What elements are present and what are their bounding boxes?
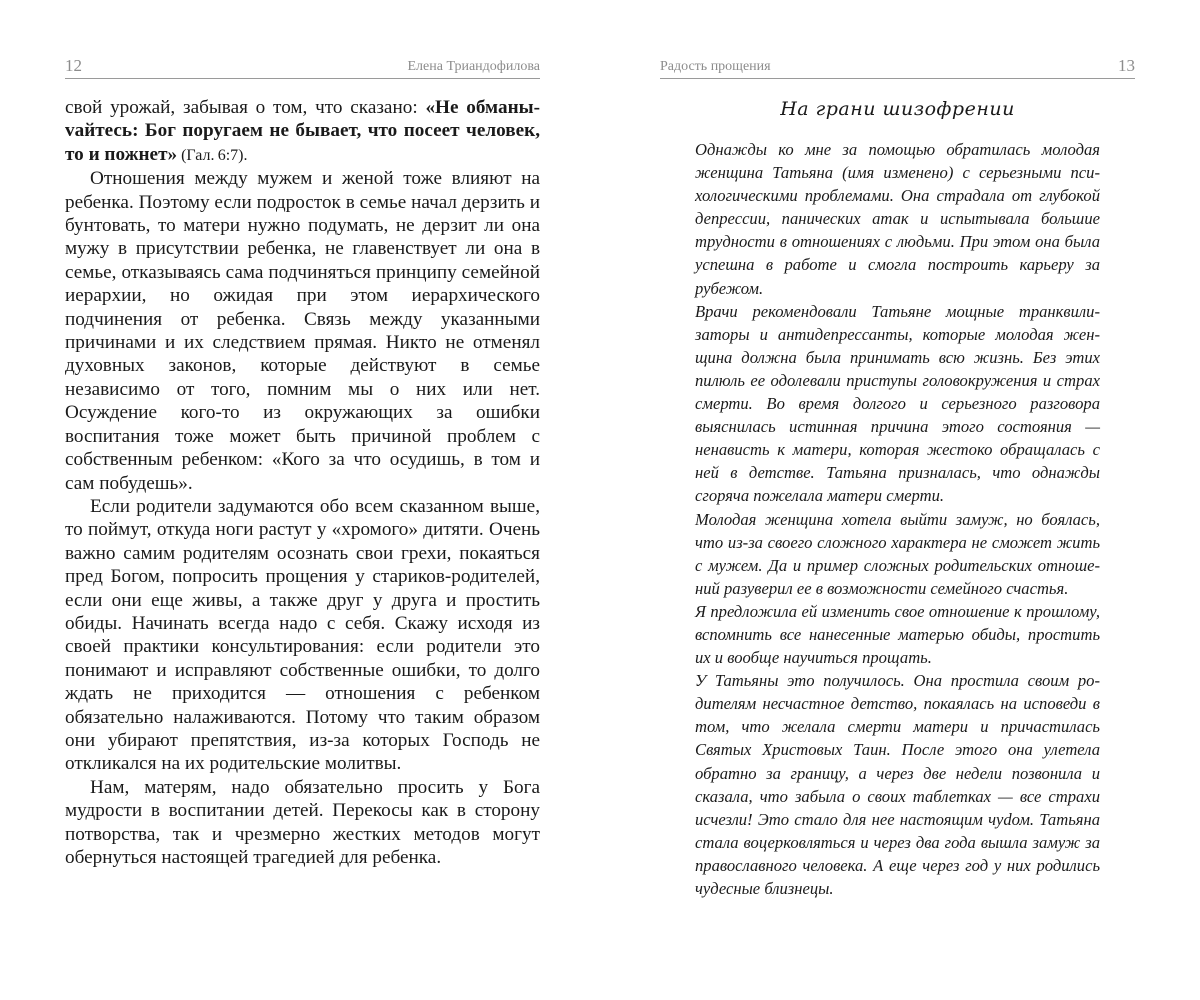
paragraph-2: Отношения между мужем и женой тоже влияют на ребенка. Поэтому если подросток в семье начал дерзить и бунтовать, то матери нужно подумать, не дерзит ли она мужу в присутствии ребенка, не главенствует ли она в семье, отказываясь сама подчиняться принципу семейной иерархии, но ожидая при этом иерархического подчинения от ребенка. Связь между указанными причинами и их следствием прямая. Никто не отменял духовных законов, которые действуют в семье независимо от того, помним мы о них или нет. Осуждение кого-то из окружающих за ошибки воспитания тоже может быть причиной проблем с собственным ребенком: «Кого за что осудишь, в том и сам побудешь».: [65, 168, 540, 494]
right-page: [660, 0, 1135, 1000]
paragraph-1: [65, 96, 540, 167]
page-number: 13: [1118, 56, 1135, 75]
story-paragraph: Однажды ко мне за помощью обратилась молодая женщина Татьяна (имя изменено) с серьезными психологическими проблемами. Она страдала от глубокой депрессии, панических атак и испытывала большие трудности в отношениях с людьми. При этом она была успешна в работе и смогла построить карьеру за рубежом.: [695, 140, 1100, 298]
story-paragraph: У Татьяны это получилось. Она простила своим родителям несчастное детство, покаялась на исповеди в том, что желала смерти матери и причастилась Святых Христовых Таин. После этого она улетела обратно за границу, а через две недели позвонила и сказала, что забыла о своих таблетках — все страхи исчезли! Это стало для нее настоящим чуdом. Татьяна стала воцерковляться и через два года вышла замуж за православного человека. А еще через год у них родились чудесные близнецы.: [695, 671, 1100, 898]
left-body-text: [65, 96, 540, 869]
paragraph-4: Нам, матерям, надо обязательно просить у Бога мудрости в воспитании детей. Перекосы как в сторону потворства, так и чрезмерно жестких методов могут обернуться настоящей трагедией для ребенка.: [65, 776, 540, 868]
running-head-left: [65, 56, 540, 79]
story-paragraph: Молодая женщина хотела выйти замуж, но боялась, что из-за своего сложного характера не сможет жить с мужем. Да и пример сложных родительских отношений разуверил ее в возможности семейного счастья.: [695, 509, 1100, 598]
paragraph-text: свой урожай, забывая о том, что сказано:: [65, 97, 426, 118]
scripture-reference: (Гал. 6:7).: [177, 146, 248, 164]
running-title-book: Радость прощения: [660, 59, 771, 74]
story-paragraph: Я предложила ей изменить свое отношение к прошлому, вспомнить все нанесенные матерью обиды, простить их и вообще научиться прощать.: [695, 601, 1100, 668]
page-number: 12: [65, 56, 82, 75]
running-head-right: [660, 56, 1135, 79]
story-paragraph: Врачи рекомендовали Татьяне мощные транквилизаторы и антидепрессанты, которые молодая женщина должна была принимать всю жизнь. Без этих пилюль ее одолевали приступы головокружения и страх смерти. Во время долгого и серьезного разговора выяснилась истинная причина этого состояния — ненависть к матери, которая жестоко обращалась с ней в детстве. Татьяна призналась, что однажды сгоряча пожелала матери смерти.: [695, 301, 1100, 506]
paragraph-3: Если родители задумаются обо всем сказанном выше, то поймут, откуда ноги растут у «хромого» дитяти. Очень важно самим родителям осознать свои грехи, покаяться пред Богом, попросить прощения у стариков-родителей, если они еще живы, а также друг у друга и простить обиды. Начинать всегда надо с себя. Скажу исходя из своей практики консультирования: если родители это понимают и исправляют собственные ошибки, то долго ждать не приходится — отношения с ребенком обязательно налаживаются. Потому что таким образом они убирают препятствия, из-за которых Господь не откликался на их родительские молитвы.: [65, 495, 540, 775]
scripture-quote: «Не обманыvайтесь: Бог поругаем не бывает, что посеет человек, то и пожнет»: [65, 97, 541, 165]
running-title-author: Елена Триандофилова: [407, 59, 540, 74]
story-text: [695, 138, 1100, 900]
left-page: [65, 0, 540, 1000]
chapter-title: На грани шизофрении: [780, 98, 1015, 120]
